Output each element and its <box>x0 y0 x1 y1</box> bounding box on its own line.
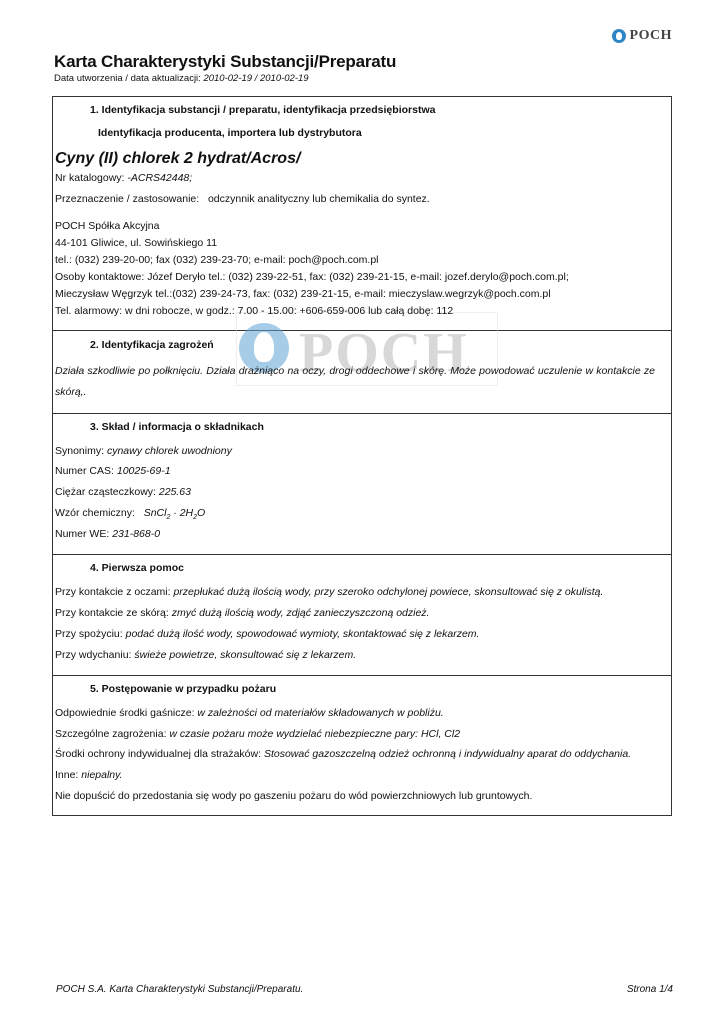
section-divider <box>52 554 672 555</box>
section-2-heading: 2. Identyfikacja zagrożeń <box>90 339 214 351</box>
mw-label: Ciężar cząsteczkowy: <box>55 486 156 498</box>
other-label: Inne: <box>55 769 79 781</box>
date-value: 2010-02-19 / 2010-02-19 <box>203 73 309 84</box>
section-3-heading: 3. Skład / informacja o składnikach <box>90 421 264 433</box>
company-address: 44-101 Gliwice, ul. Sowińskiego 11 <box>55 237 218 249</box>
catalog-value: -ACRS42448; <box>127 172 193 184</box>
purpose-value: odczynnik analityczny lub chemikalia do syntez. <box>207 193 430 205</box>
extinguishing-media <box>55 707 444 719</box>
chemical-formula <box>55 507 205 521</box>
cas-label: Numer CAS: <box>55 465 114 477</box>
skin-value: zmyć dużą ilością wody, zdjąć zanieczyszczoną odzież. <box>171 607 430 619</box>
date-label: Data utworzenia / data aktualizacji: <box>54 73 201 84</box>
section-1-heading: 1. Identyfikacja substancji / preparatu, identyfikacja przedsiębiorstwa <box>90 104 436 116</box>
document-date <box>54 73 309 84</box>
molecular-weight <box>55 486 191 498</box>
catalog-label: Nr katalogowy: <box>55 172 125 184</box>
synonyms <box>55 445 232 457</box>
catalog-number <box>55 172 192 184</box>
first-aid-skin <box>55 607 429 619</box>
we-label: Numer WE: <box>55 528 110 540</box>
purpose-label: Przeznaczenie / zastosowanie: <box>55 193 200 205</box>
eyes-value: przepłukać dużą ilością wody, przy szeroko odchylonej powiece, skonsultować się z okulistą. <box>173 586 604 598</box>
document-title: Karta Charakterystyki Substancji/Preparatu <box>54 52 397 71</box>
special-hazards <box>55 728 460 740</box>
footer-text: POCH S.A. Karta Charakterystyki Substancji/Preparatu. <box>56 984 304 995</box>
ppe-value: Stosować gazoszczelną odzież ochronną i indywidualny aparat do oddychania. <box>263 748 632 760</box>
first-aid-ingestion <box>55 628 479 640</box>
ingestion-value: podać dużą ilość wody, spowodować wymioty, skontaktować się z lekarzem. <box>125 628 480 640</box>
media-label: Odpowiednie środki gaśnicze: <box>55 707 195 719</box>
hazards-value: w czasie pożaru może wydzielać niebezpieczne pary: HCl, Cl2 <box>169 728 461 740</box>
section-divider <box>52 413 672 414</box>
cas-number <box>55 465 171 477</box>
other-value: niepalny. <box>81 769 123 781</box>
company-name: POCH Spółka Akcyjna <box>55 220 160 232</box>
fire-water-note: Nie dopuścić do przedostania się wody po gaszeniu pożaru do wód powierzchniowych lub gruntowych. <box>55 790 533 802</box>
page-number: Strona 1/4 <box>626 984 673 995</box>
section-4-heading: 4. Pierwsza pomoc <box>90 562 184 574</box>
firefighter-ppe <box>55 748 631 760</box>
mw-value: 225.63 <box>158 486 191 498</box>
inhalation-value: świeże powietrze, skonsultować się z lekarzem. <box>134 649 357 661</box>
section-divider <box>52 675 672 676</box>
synonyms-value: cynawy chlorek uwodniony <box>106 445 232 457</box>
other-info <box>55 769 123 781</box>
formula-value: SnCl$_2$ · $2H_2O$ <box>143 507 206 522</box>
hazards-label: Szczególne zagrożenia: <box>55 728 167 740</box>
emergency-phone: Tel. alarmowy: w dni robocze, w godz.: 7.00 - 15.00: +606-659-006 lub całą dobę: 112 <box>55 305 454 317</box>
eyes-label: Przy kontakcie z oczami: <box>55 586 171 598</box>
ingestion-label: Przy spożyciu: <box>55 628 123 640</box>
ppe-label: Środki ochrony indywidualnej dla strażaków: <box>55 748 262 760</box>
we-value: 231-868-0 <box>112 528 161 540</box>
company-contact: tel.: (032) 239-20-00; fax (032) 239-23-70; e-mail: poch@poch.com.pl <box>55 254 379 266</box>
product-name: Cyny (II) chlorek 2 hydrat/Acros/ <box>55 150 301 167</box>
section-1-subheading: Identyfikacja producenta, importera lub dystrybutora <box>98 127 362 139</box>
poch-logo-icon <box>612 29 626 43</box>
cas-value: 10025-69-1 <box>116 465 171 477</box>
skin-label: Przy kontakcie ze skórą: <box>55 607 169 619</box>
section-5-heading: 5. Postępowanie w przypadku pożaru <box>90 683 277 695</box>
first-aid-eyes <box>55 586 603 598</box>
formula-label: Wzór chemiczny: <box>55 507 135 519</box>
logo-text: POCH <box>629 28 672 43</box>
we-number <box>55 528 160 540</box>
inhalation-label: Przy wdychaniu: <box>55 649 132 661</box>
contact-persons-1: Osoby kontaktowe: Józef Deryło tel.: (032) 239-22-51, fax: (032) 239-21-15, e-mail: jozef.derylo@poch.com.pl; <box>55 271 569 283</box>
contact-persons-2: Mieczysław Węgrzyk tel.:(032) 239-24-73, fax: (032) 239-21-15, e-mail: mieczyslaw.wegrzyk@poch.com.pl <box>55 288 551 300</box>
watermark-text: POCH <box>299 322 469 384</box>
poch-logo <box>612 28 672 44</box>
purpose <box>55 193 430 205</box>
first-aid-inhalation <box>55 649 356 661</box>
hazard-statement: Działa szkodliwie po połknięciu. Działa drażniąco na oczy, drogi oddechowe i skórę. Może powodować uczulenie w kontakcie ze skórą,. <box>55 365 655 398</box>
synonyms-label: Synonimy: <box>55 445 105 457</box>
media-value: w zależności od materiałów składowanych w pobliżu. <box>197 707 444 719</box>
